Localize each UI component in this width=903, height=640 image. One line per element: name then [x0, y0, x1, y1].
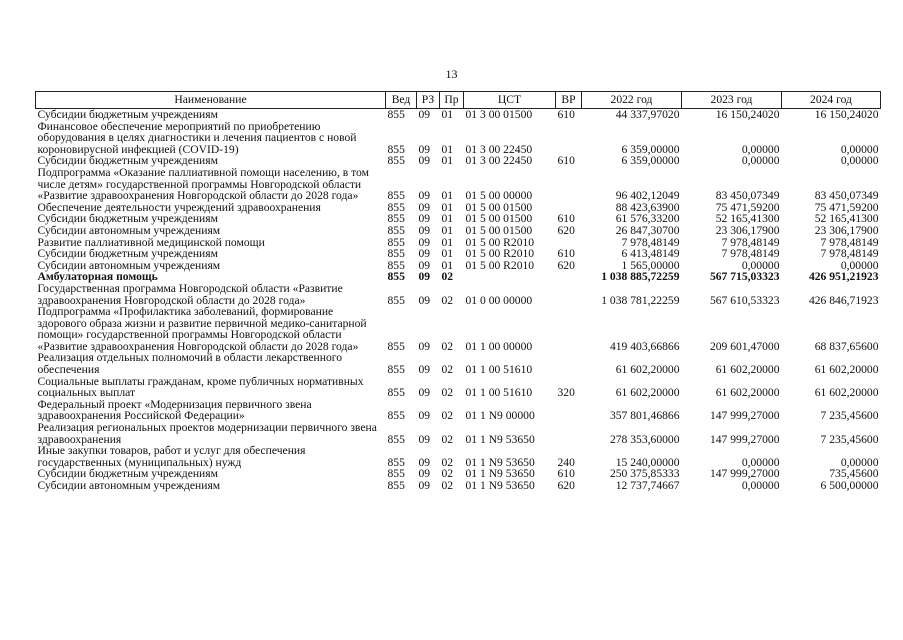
cell-cst: 01 1 N9 53650 [465, 432, 535, 446]
cell-2023: 147 999,27000 [709, 409, 780, 423]
cell-2023: 61 602,20000 [715, 386, 780, 400]
table-row [36, 399, 881, 422]
cell-vr [556, 121, 582, 156]
cell-name: Подпрограмма «Оказание паллиативной помощи населению, в том числе детям» государственной программы Новгородской области «Развитие здравоохранения Новгородской области до 2028 года» [37, 165, 369, 203]
col-header-2024: 2024 год [782, 92, 881, 109]
cell-vr: 610 [557, 108, 575, 121]
cell-pr: 01 [441, 223, 454, 237]
col-header-name: Наименование [36, 92, 386, 109]
cell-pr: 01 [441, 200, 454, 214]
col-header-2023: 2023 год [682, 92, 782, 109]
col-header-ved: Вед [386, 92, 417, 109]
cell-2022: 6 359,00000 [621, 142, 680, 156]
cell-2022: 88 423,63900 [615, 200, 680, 214]
cell-2022: 278 353,60000 [609, 432, 680, 446]
cell-pr: 01 [441, 212, 454, 226]
cell-rz: 09 [418, 432, 431, 446]
table-row [36, 225, 881, 237]
cell-2022: 61 576,33200 [615, 212, 680, 226]
table-body [36, 109, 881, 492]
table-header [36, 92, 881, 109]
cell-name: Реализация отдельных полномочий в области лекарственного обеспечения [37, 351, 343, 377]
cell-2024: 61 602,20000 [814, 363, 879, 377]
cell-ved: 855 [387, 108, 405, 121]
cell-rz: 09 [418, 409, 431, 423]
cell-name: Социальные выплаты гражданам, кроме публичных нормативных социальных выплат [37, 374, 364, 400]
cell-pr: 02 [441, 339, 454, 353]
cell-cst: 01 5 00 R2010 [465, 247, 535, 261]
cell-2022: 1 038 781,22259 [601, 293, 680, 307]
cell-2022: 44 337,97020 [615, 108, 680, 121]
cell-2024: 75 471,59200 [814, 200, 879, 214]
cell-ved: 855 [387, 409, 405, 423]
cell-ved: 855 [387, 467, 405, 481]
cell-vr: 610 [557, 247, 575, 261]
cell-cst: 01 3 00 22450 [465, 142, 533, 156]
cell-vr: 320 [557, 386, 575, 400]
cell-2024: 68 837,65600 [814, 339, 879, 353]
table-row [36, 248, 881, 260]
cell-2024: 6 500,00000 [820, 479, 879, 492]
cell-2023: 75 471,59200 [715, 200, 780, 214]
cell-ved: 855 [387, 270, 405, 284]
cell-ved: 855 [387, 189, 405, 203]
cell-rz: 09 [418, 108, 431, 121]
cell-2024: 7 978,48149 [820, 247, 879, 261]
cell-2022: 26 847,30700 [615, 223, 680, 237]
cell-2023: 52 165,41300 [715, 212, 780, 226]
cell-2022: 61 602,20000 [615, 363, 680, 377]
cell-vr [556, 422, 582, 445]
cell-name: Подпрограмма «Профилактика заболеваний, формирование здорового образа жизни и развитие первичной медико-санитарной помощи» государственной программы Новгородской области «Развитие здравоохранения Новгородской области до 2028 года» [37, 305, 367, 353]
cell-rz: 09 [418, 293, 431, 307]
cell-ved: 855 [387, 258, 405, 272]
cell-vr [556, 399, 582, 422]
col-header-pr: Пр [440, 92, 464, 109]
cell-vr: 610 [557, 467, 575, 481]
cell-cst: 01 5 00 01500 [465, 212, 533, 226]
cell-rz: 09 [418, 212, 431, 226]
cell-2022: 96 402,12049 [615, 189, 680, 203]
cell-ved: 855 [387, 293, 405, 307]
cell-2023: 147 999,27000 [709, 467, 780, 481]
cell-ved: 855 [387, 212, 405, 226]
cell-ved: 855 [387, 363, 405, 377]
cell-2024: 52 165,41300 [814, 212, 879, 226]
cell-2023: 16 150,24020 [715, 108, 780, 121]
cell-ved: 855 [387, 339, 405, 353]
cell-2024: 16 150,24020 [814, 108, 879, 121]
cell-rz: 09 [418, 189, 431, 203]
cell-name: Субсидии бюджетным учреждениям [37, 212, 218, 226]
col-header-2022: 2022 год [582, 92, 682, 109]
cell-2023: 0,00000 [741, 142, 780, 156]
cell-ved: 855 [387, 455, 405, 469]
cell-2024: 426 846,71923 [808, 293, 879, 307]
cell-pr: 01 [441, 154, 454, 168]
table-row [36, 121, 881, 156]
cell-2023: 23 306,17900 [715, 223, 780, 237]
cell-2022: 419 403,66866 [609, 339, 680, 353]
cell-rz: 09 [418, 479, 431, 492]
cell-2023: 0,00000 [741, 258, 780, 272]
cell-pr: 02 [441, 409, 454, 423]
cell-2022: 12 737,74667 [615, 479, 680, 492]
cell-cst: 01 5 00 00000 [465, 189, 533, 203]
cell-ved: 855 [387, 200, 405, 214]
cell-2022: 7 978,48149 [621, 235, 680, 249]
cell-2023: 0,00000 [741, 455, 780, 469]
cell-name: Иные закупки товаров, работ и услуг для обеспечения государственных (муниципальных) нужд [37, 444, 306, 469]
budget-table [35, 91, 881, 492]
cell-2024: 426 951,21923 [808, 270, 879, 284]
cell-2022: 1 038 885,72259 [601, 270, 680, 284]
cell-2024: 61 602,20000 [814, 386, 879, 400]
cell-rz: 09 [418, 258, 431, 272]
cell-ved: 855 [387, 235, 405, 249]
cell-vr: 610 [557, 212, 575, 226]
cell-name: Субсидии бюджетным учреждениям [37, 108, 218, 121]
cell-ved: 855 [387, 223, 405, 237]
cell-2023: 567 610,53323 [709, 293, 780, 307]
cell-pr: 02 [441, 386, 454, 400]
cell-cst: 01 1 N9 53650 [465, 455, 535, 469]
col-header-cst: ЦСТ [464, 92, 556, 109]
cell-rz: 09 [418, 200, 431, 214]
cell-rz: 09 [418, 339, 431, 353]
cell-ved: 855 [387, 247, 405, 261]
cell-2023: 567 715,03323 [709, 270, 780, 284]
cell-name: Развитие паллиативной медицинской помощи [37, 235, 265, 249]
cell-2024: 83 450,07349 [814, 189, 879, 203]
cell-name: Федеральный проект «Модернизация первичного звена здравоохранения Российской Федерации» [37, 397, 312, 423]
table-row [36, 283, 881, 306]
cell-2022: 6 359,00000 [621, 154, 680, 168]
cell-2024: 7 235,45600 [820, 432, 879, 446]
cell-2022: 61 602,20000 [615, 386, 680, 400]
cell-name: Субсидии бюджетным учреждениям [37, 467, 218, 481]
cell-name: Субсидии бюджетным учреждениям [37, 154, 218, 168]
cell-rz: 09 [418, 386, 431, 400]
cell-2023: 83 450,07349 [715, 189, 780, 203]
col-header-rz: РЗ [417, 92, 440, 109]
cell-2024: 0,00000 [840, 258, 879, 272]
cell-name: Обеспечение деятельности учреждений здравоохранения [37, 200, 321, 214]
cell-vr: 240 [557, 455, 575, 469]
cell-rz: 09 [418, 363, 431, 377]
cell-ved: 855 [387, 386, 405, 400]
cell-cst: 01 5 00 R2010 [465, 258, 535, 272]
cell-name: Субсидии бюджетным учреждениям [37, 247, 218, 261]
cell-pr: 02 [441, 363, 454, 377]
cell-vr: 620 [557, 223, 575, 237]
cell-2024: 7 235,45600 [820, 409, 879, 423]
page-number: 13 [445, 67, 458, 81]
cell-pr: 02 [441, 270, 454, 284]
cell-cst: 01 0 00 00000 [465, 293, 533, 307]
cell-rz: 09 [418, 247, 431, 261]
table-row [36, 352, 881, 375]
cell-2024: 735,45600 [829, 467, 879, 481]
cell-2023: 7 978,48149 [721, 247, 780, 261]
cell-name: Субсидии автономным учреждениям [37, 479, 221, 492]
cell-cst: 01 3 00 01500 [465, 108, 533, 121]
cell-2022: 250 375,85333 [609, 467, 680, 481]
cell-cst: 01 1 00 51610 [465, 386, 533, 400]
cell-name: Субсидии автономным учреждениям [37, 223, 221, 237]
cell-ved: 855 [387, 479, 405, 492]
cell-2024: 0,00000 [840, 455, 879, 469]
cell-pr: 01 [441, 189, 454, 203]
cell-cst: 01 1 00 51610 [465, 363, 533, 377]
cell-2022: 6 413,48149 [621, 247, 680, 261]
cell-ved: 855 [387, 432, 405, 446]
cell-2024: 0,00000 [840, 142, 879, 156]
col-header-vr: ВР [556, 92, 582, 109]
cell-2022: 15 240,00000 [615, 455, 680, 469]
cell-pr: 02 [441, 479, 454, 492]
cell-pr: 01 [441, 247, 454, 261]
cell-2024: 0,00000 [840, 154, 879, 168]
table-row [36, 422, 881, 445]
cell-pr: 02 [441, 467, 454, 481]
cell-2022: 1 565,00000 [621, 258, 680, 272]
cell-rz: 09 [418, 154, 431, 168]
cell-2023: 0,00000 [741, 479, 780, 492]
cell-rz: 09 [418, 270, 431, 284]
cell-pr: 01 [441, 108, 454, 121]
cell-name: Субсидии автономным учреждениям [37, 258, 221, 272]
table-row [36, 376, 881, 399]
cell-cst: 01 5 00 01500 [465, 200, 533, 214]
cell-pr: 01 [441, 235, 454, 249]
cell-rz: 09 [418, 223, 431, 237]
cell-name: Амбулаторная помощь [37, 270, 158, 284]
table-row [36, 445, 881, 468]
cell-ved: 855 [387, 142, 405, 156]
cell-vr: 620 [557, 479, 575, 492]
cell-cst: 01 5 00 R2010 [465, 235, 535, 249]
cell-2022: 357 801,46866 [609, 409, 680, 423]
cell-pr: 01 [441, 142, 454, 156]
cell-2023: 209 601,47000 [709, 339, 780, 353]
cell-rz: 09 [418, 455, 431, 469]
cell-cst: 01 5 00 01500 [465, 223, 533, 237]
cell-ved: 855 [387, 154, 405, 168]
cell-vr: 620 [557, 258, 575, 272]
cell-name: Государственная программа Новгородской области «Развитие здравоохранения Новгородской области до 2028 года» [37, 281, 343, 307]
cell-pr: 02 [441, 293, 454, 307]
cell-2024: 23 306,17900 [814, 223, 879, 237]
cell-rz: 09 [418, 235, 431, 249]
cell-name: Реализация региональных проектов модернизации первичного звена здравоохранения [37, 421, 377, 446]
cell-vr [556, 167, 582, 202]
cell-cst: 01 1 N9 53650 [465, 479, 535, 492]
cell-cst: 01 3 00 22450 [465, 154, 533, 168]
cell-rz: 09 [418, 467, 431, 481]
cell-2023: 0,00000 [741, 154, 780, 168]
cell-2023: 7 978,48149 [721, 235, 780, 249]
cell-name: Финансовое обеспечение мероприятий по приобретению оборудования в целях диагностики и лечения пациентов с новой короновирусной инфекцией (COVID-19) [37, 119, 357, 156]
table-row [36, 480, 881, 492]
cell-rz: 09 [418, 142, 431, 156]
table-row [36, 306, 881, 352]
table-row [36, 109, 881, 121]
cell-cst [464, 271, 556, 283]
table-row [36, 167, 881, 202]
cell-2023: 61 602,20000 [715, 363, 780, 377]
cell-pr: 02 [441, 432, 454, 446]
cell-vr [556, 352, 582, 375]
cell-vr: 610 [557, 154, 575, 168]
cell-cst: 01 1 00 00000 [465, 339, 533, 353]
cell-vr [556, 283, 582, 306]
cell-cst: 01 1 N9 00000 [465, 409, 535, 423]
cell-2024: 7 978,48149 [820, 235, 879, 249]
cell-cst: 01 1 N9 53650 [465, 467, 535, 481]
cell-vr [556, 306, 582, 352]
cell-pr: 02 [441, 455, 454, 469]
cell-pr: 01 [441, 258, 454, 272]
cell-vr [556, 271, 582, 283]
cell-2023: 147 999,27000 [709, 432, 780, 446]
